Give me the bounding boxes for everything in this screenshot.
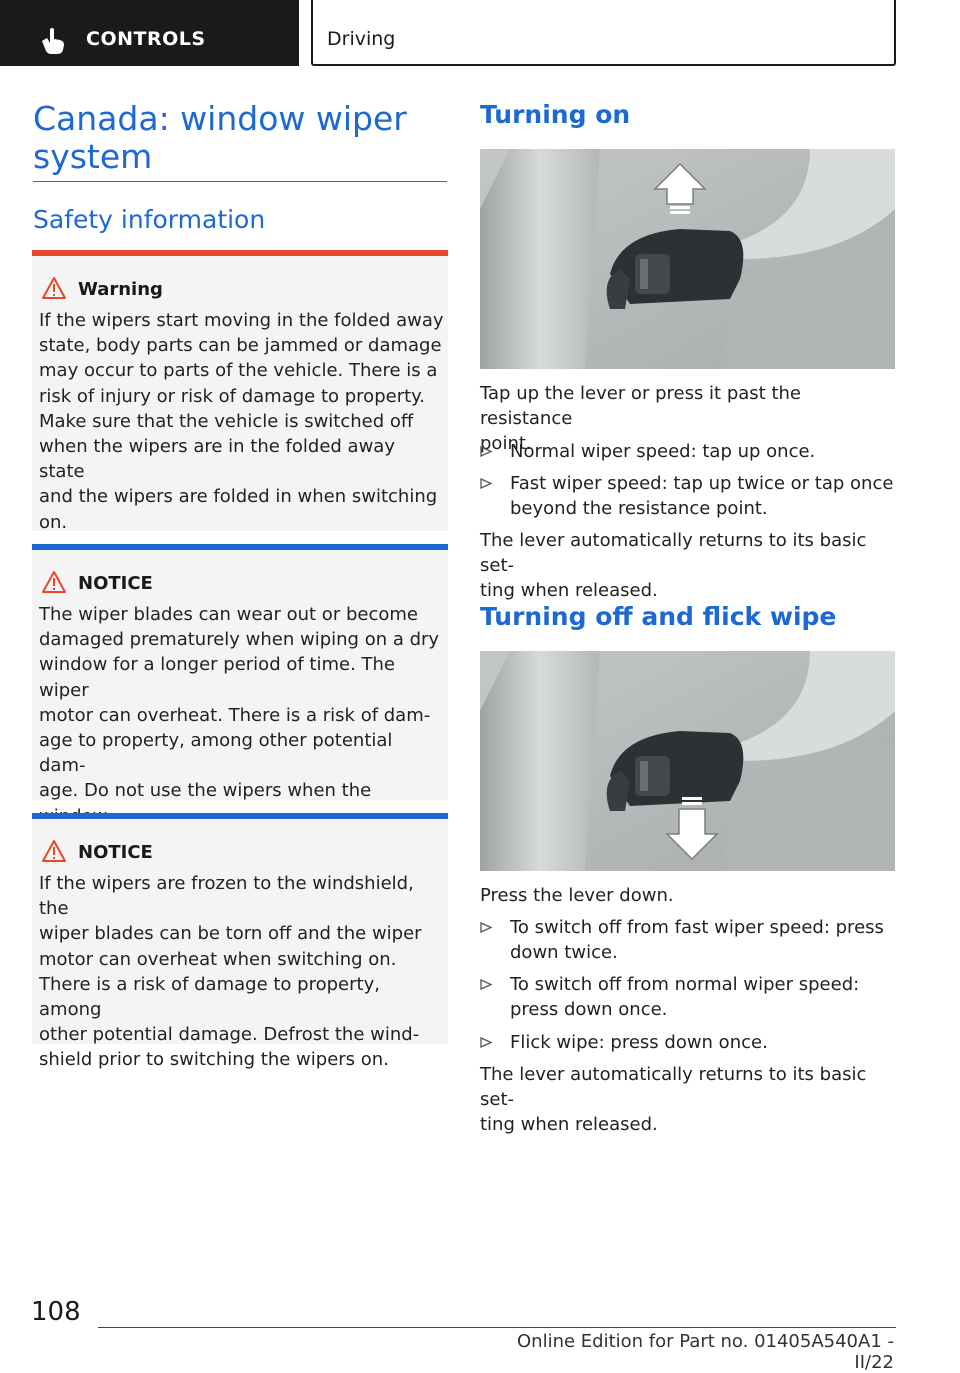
turning-off-intro: Press the lever down. xyxy=(480,885,674,906)
notice-bar xyxy=(32,813,448,819)
wiper-lever-up-image xyxy=(480,149,895,369)
warning-bar xyxy=(32,250,448,256)
title-divider xyxy=(33,181,447,182)
page-number: 108 xyxy=(31,1297,81,1327)
turning-on-intro: Tap up the lever or press it past the resistance point. xyxy=(480,383,801,454)
warning-box xyxy=(32,250,448,531)
triangle-bullet-icon xyxy=(480,446,492,457)
warning-label: Warning xyxy=(78,279,163,300)
notice-box-frozen xyxy=(32,813,448,1071)
section-tab[interactable] xyxy=(0,0,299,66)
section-heading-safety: Safety information xyxy=(33,205,266,234)
warning-text: If the wipers start moving in the folded away state, body parts can be jammed or damage may occur to parts of the vehicle. There is a risk of injury or risk of damage to property. Make sure that the vehicle is switched off when the wipers are in the folded away state and the wipers are folded in when switching on. xyxy=(39,310,444,533)
edition-note: Online Edition for Part no. 01405A540A1 - II/22 xyxy=(517,1331,894,1373)
triangle-bullet-icon xyxy=(480,478,492,489)
triangle-bullet-icon xyxy=(480,979,492,990)
turning-on-outro: The lever automatically returns to its basic set‐ ting when released. xyxy=(480,530,867,601)
triangle-bullet-icon xyxy=(480,1037,492,1048)
pointing-hand-icon xyxy=(38,28,66,54)
notice-label: NOTICE xyxy=(78,842,153,863)
notice-label: NOTICE xyxy=(78,573,153,594)
warning-triangle-icon xyxy=(41,839,67,863)
notice-text: If the wipers are frozen to the windshield, the wiper blades can be torn off and the wiper motor can overheat when switching on. There is a risk of damage to property, among other potential damage. Defrost the wind‐ shield prior to switching the wipers on. xyxy=(39,873,422,1071)
section-heading-turning-off: Turning off and flick wipe xyxy=(480,602,837,631)
chapter-tab[interactable] xyxy=(311,0,896,66)
triangle-bullet-icon xyxy=(480,922,492,933)
section-heading-turning-on: Turning on xyxy=(480,100,631,129)
notice-text: The wiper blades can wear out or become damaged prematurely when wiping on a dry window for a longer period of time. The wiper motor can overheat. There is a risk of dam‐ age to property, among other potential dam‐ age. Do not use the wipers when the xyxy=(39,604,440,802)
warning-triangle-icon xyxy=(41,276,67,300)
warning-triangle-icon xyxy=(41,570,67,594)
notice-bar xyxy=(32,544,448,550)
section-label: CONTROLS xyxy=(86,28,206,50)
wiper-lever-down-image xyxy=(480,651,895,871)
turning-off-outro: The lever automatically returns to its basic set‐ ting when released. xyxy=(480,1064,867,1135)
notice-box-dry-window xyxy=(32,544,448,800)
page-title: Canada: window wiper system xyxy=(33,99,407,176)
footer-divider xyxy=(98,1327,896,1328)
chapter-label: Driving xyxy=(327,28,396,50)
